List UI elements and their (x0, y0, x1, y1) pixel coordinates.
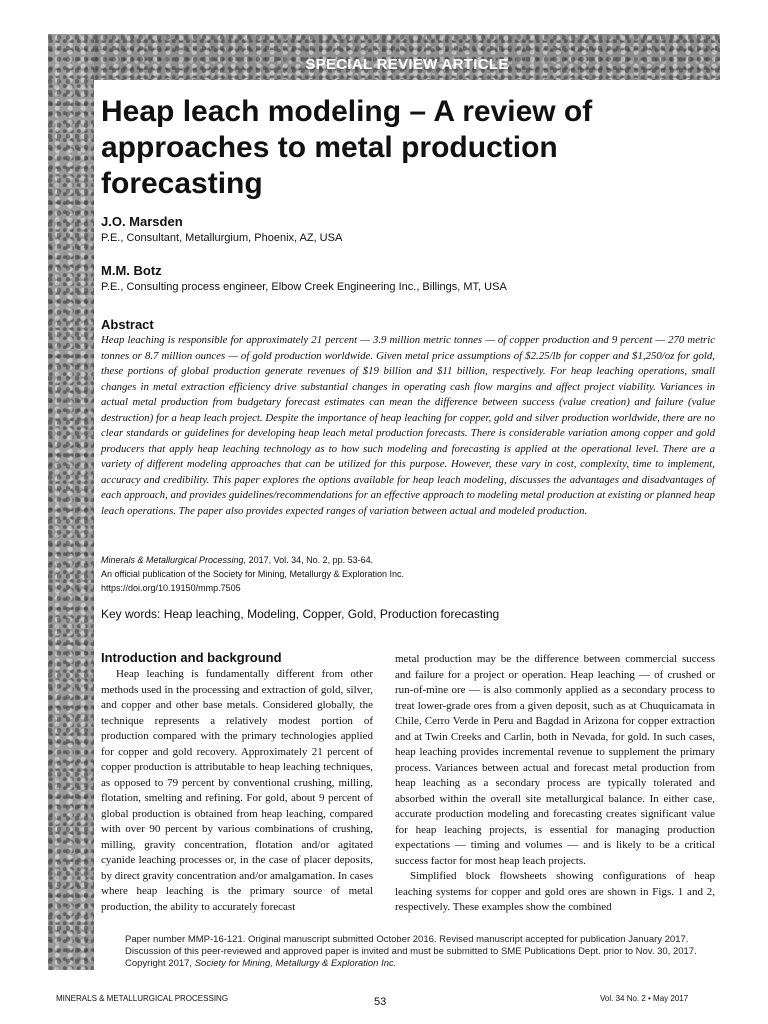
intro-right-column (395, 652, 715, 916)
author-affiliation-1: P.E., Consultant, Metallurgium, Phoenix, AZ, USA (101, 232, 343, 244)
footer-page-number: 53 (374, 996, 387, 1008)
author-affiliation-2: P.E., Consulting process engineer, Elbow Creek Engineering Inc., Billings, MT, USA (101, 281, 507, 293)
footnote-society: Society for Mining, Metallurgy & Exploration Inc. (194, 958, 397, 969)
manuscript-footnote (125, 934, 715, 970)
article-title: Heap leach modeling – A review of approaches to metal production forecasting (101, 95, 593, 200)
citation-block (101, 553, 701, 595)
author-name-2: M.M. Botz (101, 263, 162, 278)
intro-right-paragraph-1: metal production may be the difference between commercial success and failure for a project or operation. Heap leaching — of crushed or run-of-mine ore — is also commonly applied as a secondary process to treat lower-grade ores from a given deposit, such as at Chuquicamata in Chile, Cerro Verde in Peru and Bagdad in Arizona for copper extraction and at Twin Creeks and Carlin, both in Nevada, for gold. In such cases, heap leaching provides incremental revenue to supplement the primary process. Variances between actual and forecast metal production from heap leaching as a secondary process are typically tolerated and absorbed within the overall site metallurgical balance. In either case, accurate production modeling and forecasting creates significant value for heap leaching projects, is essential for managing production expectations — timing and volumes — and is likely to be a critical success factor for most heap leach projects. (395, 653, 715, 867)
author-name-1: J.O. Marsden (101, 214, 183, 229)
citation-volume: 2017, Vol. 34, No. 2, pp. 53-64. (246, 555, 374, 565)
citation-publisher: An official publication of the Society for Mining, Metallurgy & Exploration Inc. (101, 569, 404, 579)
footer-journal: MINERALS & METALLURGICAL PROCESSING (56, 994, 229, 1003)
keywords: Key words: Heap leaching, Modeling, Copper, Gold, Production forecasting (101, 607, 500, 621)
intro-right-paragraph-2: Simplified block flowsheets showing configurations of heap leaching systems for copper and gold ores are shown in Figs. 1 and 2, respectively. These examples show the combined (395, 870, 715, 913)
section-heading-introduction: Introduction and background (101, 650, 282, 665)
abstract-text: Heap leaching is responsible for approximately 21 percent — 3.9 million metric tonnes — of copper production and 9 percent — 270 metric tonnes or 8.7 million ounces — of gold production worldwide. Given metal price assumptions of $2.25/lb for copper and $1,250/oz for gold, these portions of global production generate revenues of $19 billion and $11 billion, respectively. For heap leaching operations, small changes in metal extraction efficiency drive substantial changes in operating cash flow margins and affect project viability. Variances in actual metal production from budgetary forecast estimates can mean the difference between success (value creation) and failure (value destruction) for a heap leach project. Despite the importance of heap leaching for copper, gold and silver production worldwide, there are no clear standards or guidelines for developing heap leach metal production forecasts. There is considerable variation among copper and gold producers that apply heap leaching technology as to how such modeling and forecasting is applied at the operational level. There are a variety of different modeling approaches that can be utilized for this purpose. However, these vary in cost, complexity, time to implement, accuracy and credibility. This paper explores the options available for heap leach modeling, discusses the advantages and disadvantages of each approach, and provides guidelines/recommendations for an effective approach to modeling metal production at existing or planned heap leach operations. The paper also provides expected ranges of variation between actual and modeled production. (101, 334, 715, 517)
citation-doi[interactable]: https://doi.org/10.19150/mmp.7505 (101, 583, 241, 593)
article-type-banner: SPECIAL REVIEW ARTICLE (305, 56, 509, 73)
footnote-text: Paper number MMP-16-121. Original manuscript submitted October 2016. Revised manuscript accepted for publication January 2017. Discussion of this peer-reviewed and approved paper is invited and must be submitted to SME Publications Dept. prior to Nov. 30, 2017. Copyright 2017, (125, 934, 697, 969)
decorative-border-left (48, 34, 94, 970)
abstract-heading: Abstract (101, 317, 154, 332)
intro-left-column: Heap leaching is fundamentally different from other methods used in the processing and extraction of gold, silver, and copper and other base metals. Considered globally, the technique represents a relatively modest portion of production compared with the primary technologies applied for copper and gold recovery. Approximately 21 percent of copper production is attributable to heap leaching techniques, as opposed to 79 percent by conventional crushing, milling, flotation, smelting and refining. For gold, about 9 percent of global production is obtained from heap leaching, compared with over 90 percent by various combinations of crushing, milling, gravity concentration, flotation and/or agitated cyanide leaching processes or, in the case of placer deposits, by direct gravity concentration and/or amalgamation. In cases where heap leaching is the primary source of metal production, the ability to accurately forecast (101, 668, 373, 913)
footer-issue: Vol. 34 No. 2 • May 2017 (600, 994, 689, 1003)
citation-journal: Minerals & Metallurgical Processing, (101, 555, 247, 565)
